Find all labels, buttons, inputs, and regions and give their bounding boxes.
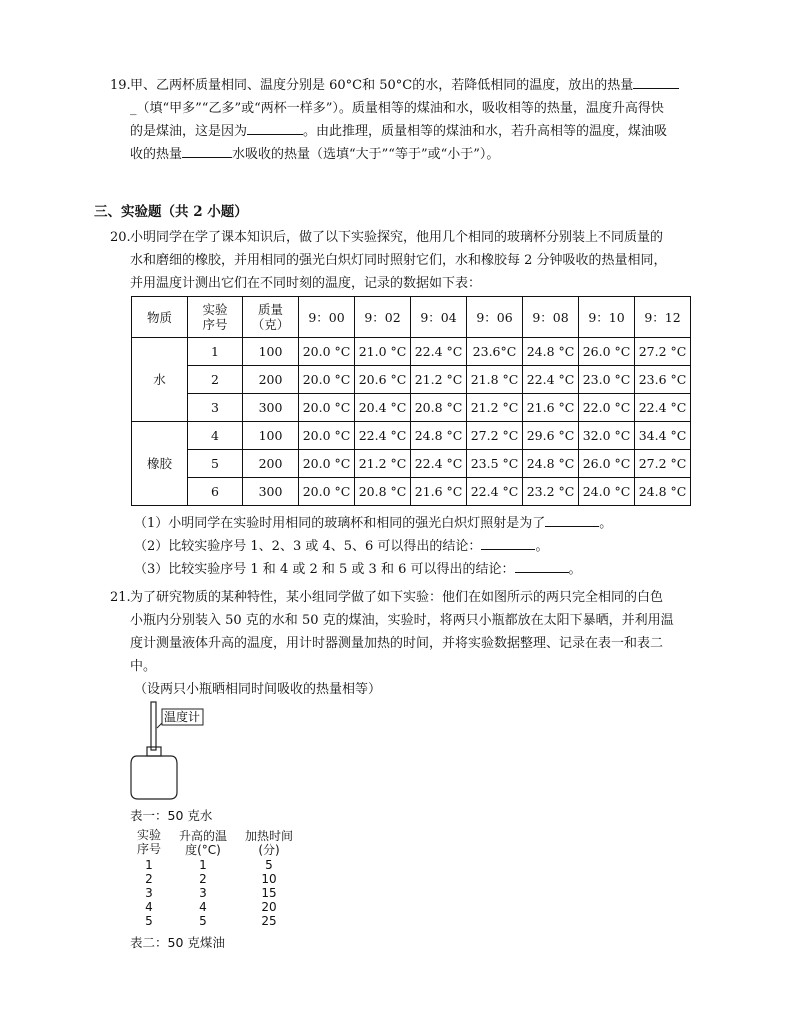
temp-cell: 21.2 °C	[467, 394, 523, 422]
temp-cell: 24.8 °C	[635, 478, 691, 506]
table1-seq: 4	[145, 900, 153, 914]
temp-cell: 23.6 °C	[635, 366, 691, 394]
thermometer-label: 温度计	[164, 710, 201, 724]
temp-cell: 22.4 °C	[411, 450, 467, 478]
q19-blank1[interactable]	[633, 76, 679, 89]
temp-cell: 27.2 °C	[635, 338, 691, 366]
table-row	[130, 858, 300, 872]
temp-cell: 23.0 °C	[579, 366, 635, 394]
seq-cell: 6	[188, 478, 243, 506]
mass-cell: 200	[243, 450, 299, 478]
header-time: 9：12	[635, 297, 691, 338]
temp-cell: 22.4 °C	[523, 366, 579, 394]
temp-cell: 22.4 °C	[411, 338, 467, 366]
header-mass: 质量 （克）	[243, 297, 299, 338]
bottle-cap	[147, 747, 161, 756]
table-row	[130, 872, 300, 886]
temp-cell: 23.6°C	[467, 338, 523, 366]
table1-time: 5	[265, 858, 273, 872]
q19-line1	[130, 74, 679, 97]
q19-line3a: 的是煤油，这是因为	[130, 124, 248, 139]
table1-header-time: 加热时间 (分)	[244, 829, 293, 857]
temp-cell: 22.4 °C	[635, 394, 691, 422]
table1-rise: 4	[199, 900, 207, 914]
temp-cell: 26.0 °C	[579, 338, 635, 366]
q21-note: （设两只小瓶晒相同时间吸收的热量相等）	[134, 682, 382, 697]
table1-rise: 3	[199, 886, 207, 900]
table-row	[132, 450, 691, 478]
q21-number: 21.	[110, 590, 131, 605]
q19-line3b: 。由此推理，质量相等的煤油和水，若升高相等的温度，煤油吸	[303, 124, 668, 139]
q20-sub3-period: 。	[568, 562, 582, 577]
q20-data-table	[131, 296, 691, 506]
q21-line1: 为了研究物质的某种特性，某小组同学做了如下实验：他们在如图所示的两只完全相同的白色	[130, 590, 664, 605]
table1-time: 10	[261, 872, 277, 886]
q19-line3	[130, 120, 667, 143]
q21-table1	[130, 828, 300, 928]
table1-header-row	[130, 828, 300, 858]
header-seq: 实验 序号	[188, 297, 243, 338]
mass-cell: 200	[243, 366, 299, 394]
header-substance: 物质	[132, 297, 188, 338]
table-header-row	[132, 297, 691, 338]
temp-cell: 29.6 °C	[523, 422, 579, 450]
q20-line1: 小明同学在学了课本知识后，做了以下实验探究，他用几个相同的玻璃杯分别装上不同质量的	[130, 230, 664, 245]
temp-cell: 26.0 °C	[579, 450, 635, 478]
q20-sub2-text: （2）比较实验序号 1、2、3 或 4、5、6 可以得出的结论：	[134, 539, 482, 554]
seq-cell: 4	[188, 422, 243, 450]
table2-title: 表二：50 克煤油	[130, 935, 225, 950]
q20-sub3-text: （3）比较实验序号 1 和 4 或 2 和 5 或 3 和 6 可以得出的结论：	[134, 562, 515, 577]
table-row	[132, 422, 691, 450]
temp-cell: 20.0 °C	[299, 394, 355, 422]
seq-cell: 2	[188, 366, 243, 394]
temp-cell: 20.8 °C	[411, 394, 467, 422]
q20-sub1	[134, 512, 612, 535]
table1-time: 15	[261, 886, 277, 900]
temp-cell: 24.0 °C	[579, 478, 635, 506]
table1-header-rise: 升高的温 度(°C)	[178, 829, 227, 857]
table1-rise: 2	[199, 872, 207, 886]
q21-line2: 小瓶内分别装入 50 克的水和 50 克的煤油，实验时，将两只小瓶都放在太阳下暴晒，并利用温	[130, 613, 674, 628]
table1-time: 20	[261, 900, 277, 914]
q20-blank2[interactable]	[481, 537, 535, 550]
table1-rise: 1	[199, 858, 207, 872]
q20-sub1-text: （1）小明同学在实验时用相同的玻璃杯和相同的强光白炽灯照射是为了	[134, 516, 546, 531]
header-time: 9：00	[299, 297, 355, 338]
table1-time: 25	[261, 914, 277, 928]
table1-seq: 1	[145, 858, 153, 872]
mass-cell: 100	[243, 422, 299, 450]
table-row	[132, 394, 691, 422]
mass-cell: 100	[243, 338, 299, 366]
temp-cell: 24.8 °C	[411, 422, 467, 450]
header-time: 9：02	[355, 297, 411, 338]
temp-cell: 20.0 °C	[299, 338, 355, 366]
q20-sub2-period: 。	[535, 539, 549, 554]
q20-sub1-period: 。	[599, 516, 613, 531]
temp-cell: 20.4 °C	[355, 394, 411, 422]
table1-header-seq: 实验 序号	[136, 828, 161, 856]
temp-cell: 23.2 °C	[523, 478, 579, 506]
temp-cell: 24.8 °C	[523, 450, 579, 478]
temp-cell: 20.0 °C	[299, 478, 355, 506]
temp-cell: 22.4 °C	[467, 478, 523, 506]
table-row	[132, 366, 691, 394]
temp-cell: 20.0 °C	[299, 366, 355, 394]
temp-cell: 22.4 °C	[355, 422, 411, 450]
q19-blank3[interactable]	[182, 145, 232, 158]
q19-line4	[130, 143, 499, 166]
q20-sub3	[134, 558, 582, 581]
temp-cell: 27.2 °C	[635, 450, 691, 478]
q19-blank2[interactable]	[247, 122, 303, 135]
temp-cell: 20.0 °C	[299, 422, 355, 450]
table1-seq: 3	[145, 886, 153, 900]
table1-seq: 5	[145, 914, 153, 928]
temp-cell: 21.6 °C	[523, 394, 579, 422]
substance-cell: 水	[132, 338, 188, 422]
q19-line4b: 水吸收的热量（选填“大于”“等于”或“小于”）。	[232, 147, 500, 162]
temp-cell: 21.6 °C	[411, 478, 467, 506]
header-time: 9：04	[411, 297, 467, 338]
q20-line2: 水和磨细的橡胶，并用相同的强光白炽灯同时照射它们，水和橡胶每 2 分钟吸收的热量相同，	[130, 253, 667, 268]
q20-blank3[interactable]	[515, 560, 569, 573]
table-row	[130, 900, 300, 914]
q21-line3: 度计测量液体升高的温度，用计时器测量加热的时间，并将实验数据整理、记录在表一和表二	[130, 636, 664, 651]
bottle-thermometer-figure	[125, 700, 225, 800]
table1-title: 表一：50 克水	[130, 808, 213, 823]
temp-cell: 32.0 °C	[579, 422, 635, 450]
seq-cell: 5	[188, 450, 243, 478]
temp-cell: 20.0 °C	[299, 450, 355, 478]
temp-cell: 21.2 °C	[355, 450, 411, 478]
q19-line4a: 收的热量	[130, 147, 183, 162]
q20-line3: 并用温度计测出它们在不同时刻的温度，记录的数据如下表：	[130, 276, 482, 291]
temp-cell: 21.0 °C	[355, 338, 411, 366]
table-row	[132, 338, 691, 366]
section-3-title: 三、实验题（共 2 小题）	[94, 204, 248, 220]
table-row	[132, 478, 691, 506]
thermometer-tube	[151, 702, 156, 750]
temp-cell: 21.8 °C	[467, 366, 523, 394]
header-time: 9：10	[579, 297, 635, 338]
q21-line4: 中。	[130, 659, 157, 674]
q19-line1-text: 甲、乙两杯质量相同、温度分别是 60°C和 50°C的水，若降低相同的温度，放出的热量	[130, 78, 634, 93]
mass-cell: 300	[243, 478, 299, 506]
temp-cell: 22.0 °C	[579, 394, 635, 422]
table1-seq: 2	[145, 872, 153, 886]
q19-number: 19.	[110, 78, 131, 93]
temp-cell: 20.6 °C	[355, 366, 411, 394]
q20-number: 20.	[110, 230, 131, 245]
header-time: 9：06	[467, 297, 523, 338]
seq-cell: 3	[188, 394, 243, 422]
temp-cell: 21.2 °C	[411, 366, 467, 394]
header-time: 9：08	[523, 297, 579, 338]
temp-cell: 24.8 °C	[523, 338, 579, 366]
table-row	[130, 914, 300, 928]
bottle-body	[131, 756, 177, 799]
substance-cell: 橡胶	[132, 422, 188, 506]
seq-cell: 1	[188, 338, 243, 366]
temp-cell: 23.5 °C	[467, 450, 523, 478]
q19-line2: _（填“甲多”“乙多”或“两杯一样多”）。质量相等的煤油和水，吸收相等的热量，温度升高得快	[130, 101, 664, 116]
table1-rise: 5	[199, 914, 207, 928]
q20-blank1[interactable]	[545, 514, 599, 527]
q20-sub2	[134, 535, 548, 558]
table-row	[130, 886, 300, 900]
mass-cell: 300	[243, 394, 299, 422]
temp-cell: 34.4 °C	[635, 422, 691, 450]
temp-cell: 20.8 °C	[355, 478, 411, 506]
temp-cell: 27.2 °C	[467, 422, 523, 450]
